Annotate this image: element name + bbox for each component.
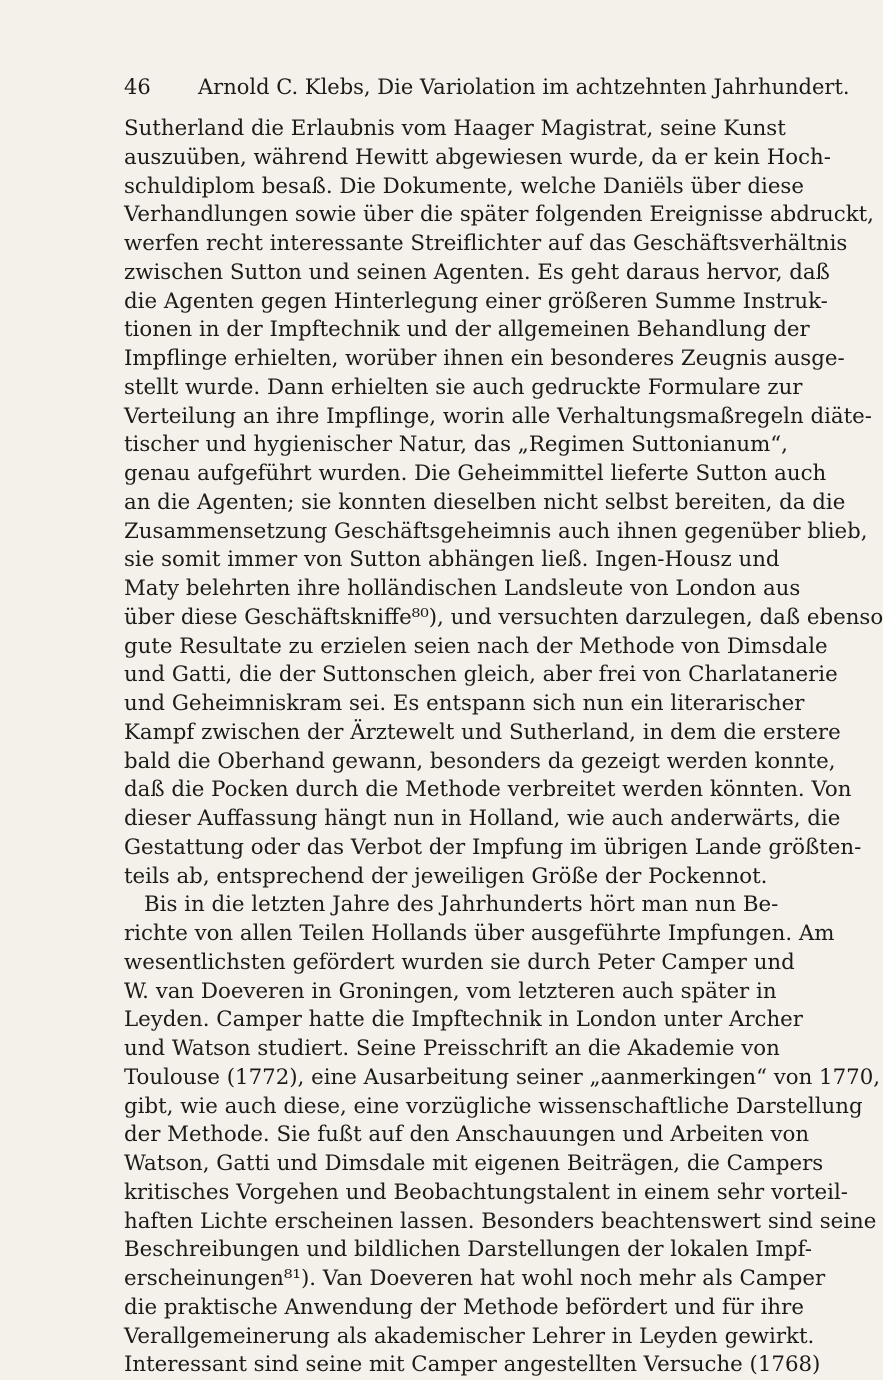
text-line: daß die Pocken durch die Methode verbreitet werden könnten. Von bbox=[124, 777, 852, 803]
text-line: wesentlichsten gefördert wurden sie durch Peter Camper und bbox=[124, 949, 795, 975]
text-line: bald die Oberhand gewann, besonders da gezeigt werden konnte, bbox=[124, 748, 836, 774]
text-line: werfen recht interessante Streiflichter auf das Geschäftsverhältnis bbox=[124, 231, 848, 256]
text-line: der Methode. Sie fußt auf den Anschauungen und Arbeiten von bbox=[124, 1122, 810, 1148]
text-line: gute Resultate zu erzielen seien nach der Methode von Dimsdale bbox=[124, 633, 828, 659]
text-line: haften Lichte erscheinen lassen. Besonders beachtenswert sind seine bbox=[124, 1208, 877, 1234]
text-line: über diese Geschäftskniffe⁸⁰), und versuchten darzulegen, daß ebenso bbox=[124, 604, 883, 630]
text-line: und Watson studiert. Seine Preisschrift an die Akademie von bbox=[124, 1036, 780, 1061]
text-line: Kampf zwischen der Ärztewelt und Sutherland, in dem die erstere bbox=[124, 719, 841, 745]
paragraph-start-line: Bis in die letzten Jahre des Jahrhunderts hört man nun Be- bbox=[144, 892, 779, 918]
text-line: Watson, Gatti und Dimsdale mit eigenen Beiträgen, die Campers bbox=[124, 1151, 824, 1176]
text-line: die Agenten gegen Hinterlegung einer größeren Summe Instruk- bbox=[124, 288, 828, 314]
text-line: Interessant sind seine mit Camper angestellten Versuche (1768) bbox=[124, 1352, 821, 1378]
text-line: tionen in der Impftechnik und der allgemeinen Behandlung der bbox=[124, 317, 810, 343]
text-line: auszuüben, während Hewitt abgewiesen wurde, da er kein Hoch- bbox=[124, 144, 831, 170]
text-line: dieser Auffassung hängt nun in Holland, wie auch anderwärts, die bbox=[124, 806, 841, 831]
running-title: Arnold C. Klebs, Die Variolation im achtzehnten Jahrhundert. bbox=[198, 75, 850, 99]
text-line: Zusammensetzung Geschäftsgeheimnis auch ihnen gegenüber blieb, bbox=[124, 518, 868, 544]
text-line: die praktische Anwendung der Methode befördert und für ihre bbox=[124, 1294, 804, 1320]
text-line: richte von allen Teilen Hollands über ausgeführte Impfungen. Am bbox=[124, 921, 835, 946]
text-line: tischer und hygienischer Natur, das „Regimen Suttonianum“, bbox=[124, 432, 788, 458]
text-line: erscheinungen⁸¹). Van Doeveren hat wohl noch mehr als Camper bbox=[124, 1266, 826, 1291]
paragraph-end-line: teils ab, entsprechend der jeweiligen Größe der Pockennot. bbox=[124, 863, 768, 889]
text-line: gibt, wie auch diese, eine vorzügliche wissenschaftliche Darstellung bbox=[124, 1093, 863, 1119]
body-text bbox=[124, 115, 883, 1380]
page-number: 46 bbox=[124, 75, 151, 99]
text-line: Impflinge erhielten, worüber ihnen ein besonderes Zeugnis ausge- bbox=[124, 346, 845, 371]
text-line: Sutherland die Erlaubnis vom Haager Magistrat, seine Kunst bbox=[124, 116, 786, 141]
text-line: Verteilung an ihre Impflinge, worin alle Verhaltungsmaßregeln diäte- bbox=[124, 403, 872, 429]
text-line: Gestattung oder das Verbot der Impfung im übrigen Lande größten- bbox=[124, 834, 862, 860]
text-line: und Gatti, die der Suttonschen gleich, aber frei von Charlatanerie bbox=[124, 662, 838, 688]
text-line: kritisches Vorgehen und Beobachtungstalent in einem sehr vorteil- bbox=[124, 1179, 848, 1205]
text-line: Maty belehrten ihre holländischen Landsleute von London aus bbox=[124, 576, 801, 601]
text-line: Leyden. Camper hatte die Impftechnik in London unter Archer bbox=[124, 1007, 803, 1033]
running-head bbox=[124, 74, 850, 100]
text-line: schuldiplom besaß. Die Dokumente, welche Daniëls über diese bbox=[124, 173, 804, 199]
text-line: Toulouse (1772), eine Ausarbeitung seiner „aanmerkingen“ von 1770, bbox=[124, 1064, 881, 1090]
text-line: Verallgemeinerung als akademischer Lehrer in Leyden gewirkt. bbox=[124, 1323, 815, 1349]
text-line: W. van Doeveren in Groningen, vom letzteren auch später in bbox=[124, 978, 777, 1004]
text-line: stellt wurde. Dann erhielten sie auch gedruckte Formulare zur bbox=[124, 374, 803, 400]
text-line: genau aufgeführt wurden. Die Geheimmittel lieferte Sutton auch bbox=[124, 461, 827, 486]
text-line: zwischen Sutton und seinen Agenten. Es geht daraus hervor, daß bbox=[124, 259, 830, 285]
text-line: an die Agenten; sie konnten dieselben nicht selbst bereiten, da die bbox=[124, 489, 846, 515]
text-line: Beschreibungen und bildlichen Darstellungen der lokalen Impf- bbox=[124, 1237, 812, 1263]
text-line: sie somit immer von Sutton abhängen ließ. Ingen-Housz und bbox=[124, 547, 780, 573]
text-line: und Geheimniskram sei. Es entspann sich nun ein literarischer bbox=[124, 691, 805, 716]
text-line: Verhandlungen sowie über die später folgenden Ereignisse abdruckt, bbox=[124, 202, 874, 228]
